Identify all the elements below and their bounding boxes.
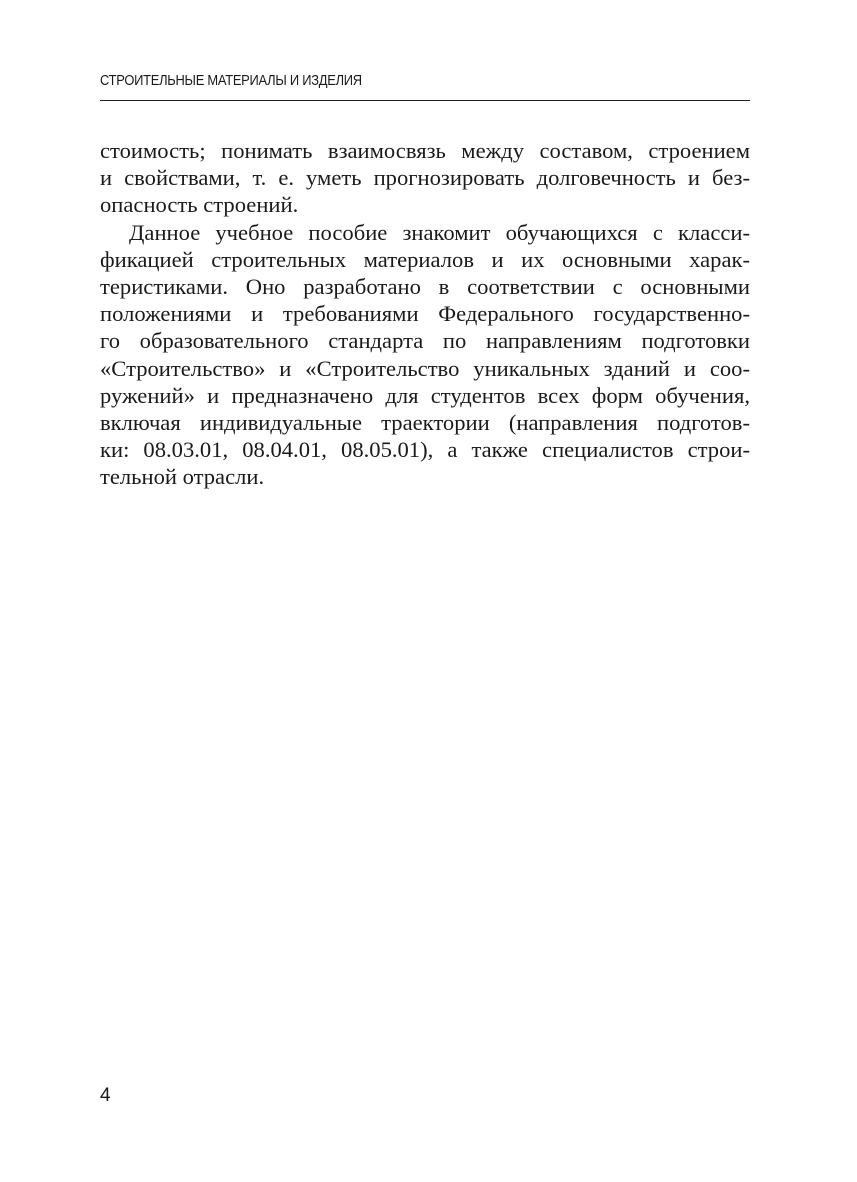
text-line: тельной отрасли.	[100, 464, 265, 490]
text-line: положениями и требованиями Федерального государственно-	[100, 301, 750, 327]
header-rule	[100, 100, 750, 101]
text-line: Данное учебное пособие знакомит обучающихся с класси-	[129, 219, 750, 245]
text-line: теристиками. Оно разработано в соответствии с основными	[100, 273, 750, 299]
text-line: фикацией строительных материалов и их основными харак-	[100, 246, 750, 272]
text-line: «Строительство» и «Строительство уникальных зданий и соо-	[100, 355, 750, 381]
body-text	[100, 137, 750, 490]
text-line: ки: 08.03.01, 08.04.01, 08.05.01), а также специалистов строи-	[100, 437, 750, 463]
text-line: опасность строений.	[100, 192, 299, 218]
paragraph-2	[100, 219, 750, 491]
running-title: СТРОИТЕЛЬНЫЕ МАТЕРИАЛЫ И ИЗДЕЛИЯ	[100, 72, 362, 89]
text-line: го образовательного стандарта по направлениям подготовки	[100, 328, 750, 354]
text-line: и свойствами, т. е. уметь прогнозировать долговечность и без-	[100, 165, 750, 191]
text-line: включая индивидуальные траектории (направления подготов-	[100, 409, 750, 435]
text-line: стоимость; понимать взаимосвязь между составом, строением	[100, 138, 750, 163]
page-number: 4	[100, 1085, 111, 1106]
paragraph-1	[100, 137, 750, 219]
text-line: ружений» и предназначено для студентов всех форм обучения,	[100, 382, 750, 408]
